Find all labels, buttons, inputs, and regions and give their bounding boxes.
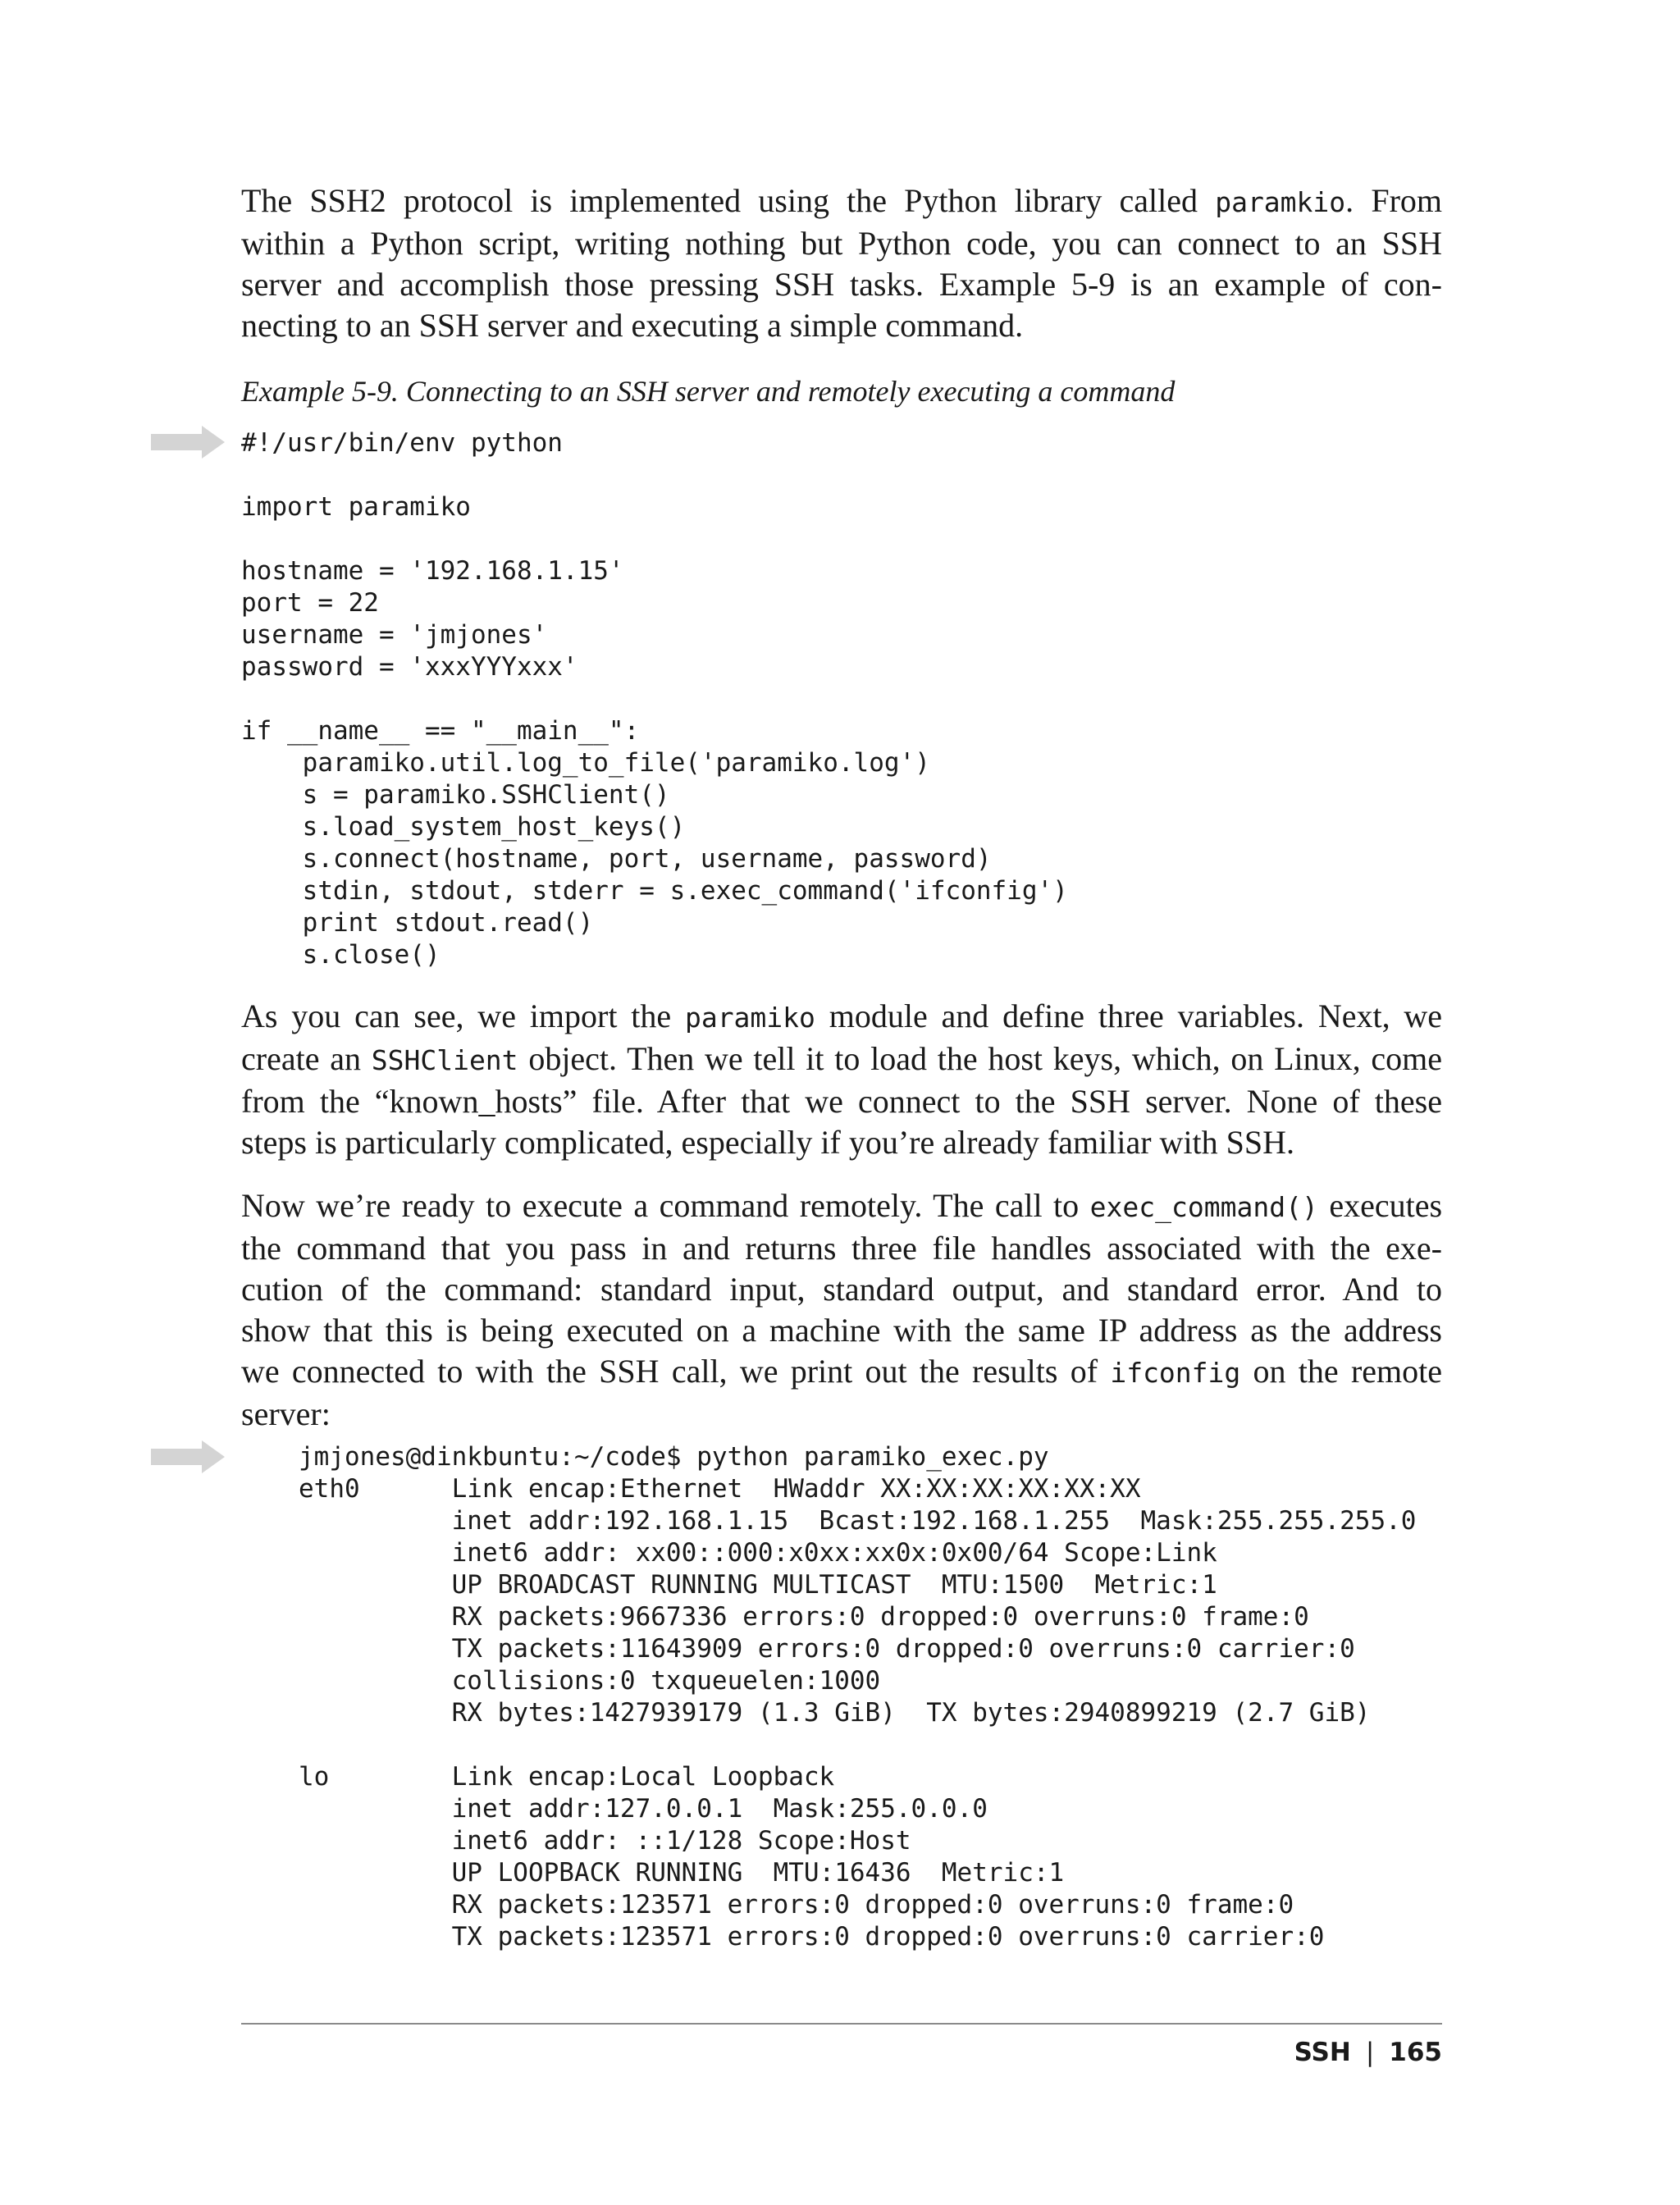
para3-line-6: server:	[241, 1395, 331, 1432]
code-line: hostname = '192.168.1.15'	[241, 556, 624, 586]
intro-paragraph	[241, 180, 1442, 346]
code-line: #!/usr/bin/env python	[241, 428, 563, 458]
intro-line-2: within a Python script, writing nothing but Python code, you can connect to an SSH	[241, 225, 1442, 262]
para3-line-2: the command that you pass in and returns three file handles associated with the exe-	[241, 1230, 1442, 1267]
output-line	[299, 1729, 1416, 1761]
output-line: eth0 Link encap:Ethernet HWaddr XX:XX:XX:XX:XX:XX	[299, 1474, 1141, 1504]
intro-line-1: The SSH2 protocol is implemented using the Python library called paramkio. From	[241, 182, 1443, 219]
output-line: UP BROADCAST RUNNING MULTICAST MTU:1500 Metric:1	[299, 1570, 1217, 1600]
inline-code-sshclient: SSHClient	[371, 1044, 518, 1076]
output-line: collisions:0 txqueuelen:1000	[299, 1666, 881, 1696]
para2-line-2: create an SSHClient object. Then we tell it to load the host keys, which, on Linux, come	[241, 1040, 1443, 1077]
output-line: jmjones@dinkbuntu:~/code$ python paramiko_exec.py	[299, 1442, 1049, 1472]
output-line: inet addr:192.168.1.15 Bcast:192.168.1.255 Mask:255.255.255.0	[299, 1506, 1417, 1536]
output-line: RX packets:123571 errors:0 dropped:0 overruns:0 frame:0	[299, 1890, 1294, 1920]
code-line: username = 'jmjones'	[241, 620, 548, 650]
output-line: UP LOOPBACK RUNNING MTU:16436 Metric:1	[299, 1858, 1065, 1888]
code-line: s.close()	[241, 940, 441, 970]
exec-command-paragraph	[241, 1185, 1442, 1435]
margin-arrow-icon	[151, 1440, 225, 1473]
intro-line-4: necting to an SSH server and executing a simple command.	[241, 307, 1024, 344]
output-line: TX packets:123571 errors:0 dropped:0 overruns:0 carrier:0	[299, 1922, 1325, 1952]
inline-code-exec-command: exec_command()	[1089, 1191, 1318, 1223]
code-line	[241, 683, 1068, 715]
output-line: inet6 addr: xx00::000:x0xx:xx0x:0x00/64 Scope:Link	[299, 1538, 1217, 1568]
code-line	[241, 459, 1068, 491]
example-caption: Example 5-9. Connecting to an SSH server and remotely executing a command	[241, 375, 1176, 408]
output-line: TX packets:11643909 errors:0 dropped:0 overruns:0 carrier:0	[299, 1634, 1355, 1664]
page-footer	[1294, 2036, 1442, 2069]
code-line: import paramiko	[241, 492, 471, 522]
example-code-listing	[241, 427, 1068, 971]
para2-line-3: from the “known_hosts” file. After that we connect to the SSH server. None of these	[241, 1083, 1442, 1120]
output-line: RX bytes:1427939179 (1.3 GiB) TX bytes:2940899219 (2.7 GiB)	[299, 1698, 1371, 1728]
para2-line-4: steps is particularly complicated, especially if you’re already familiar with SSH.	[241, 1124, 1295, 1161]
footer-separator: |	[1365, 2038, 1375, 2067]
para2-line-1: As you can see, we import the paramiko module and define three variables. Next, we	[241, 998, 1443, 1034]
output-line: inet addr:127.0.0.1 Mask:255.0.0.0	[299, 1794, 988, 1824]
output-line: lo Link encap:Local Loopback	[299, 1762, 835, 1792]
para3-line-1: Now we’re ready to execute a command remotely. The call to exec_command() executes	[241, 1187, 1443, 1224]
output-line: inet6 addr: ::1/128 Scope:Host	[299, 1826, 911, 1856]
code-line: port = 22	[241, 588, 379, 618]
code-line: s = paramiko.SSHClient()	[241, 780, 670, 810]
code-line: print stdout.read()	[241, 908, 594, 938]
code-line: paramiko.util.log_to_file('paramiko.log')	[241, 748, 930, 778]
running-footer-section: SSH	[1294, 2038, 1351, 2067]
inline-code-ifconfig: ifconfig	[1110, 1357, 1241, 1389]
output-line: RX packets:9667336 errors:0 dropped:0 overruns:0 frame:0	[299, 1602, 1309, 1632]
para3-line-5: we connected to with the SSH call, we print out the results of ifconfig on the remote	[241, 1353, 1442, 1390]
para3-line-4: show that this is being executed on a machine with the same IP address as the address	[241, 1312, 1442, 1349]
code-line: s.load_system_host_keys()	[241, 812, 686, 842]
code-line: s.connect(hostname, port, username, password)	[241, 844, 992, 874]
para3-line-3: cution of the command: standard input, standard output, and standard error. And to	[241, 1271, 1442, 1308]
intro-line-3: server and accomplish those pressing SSH tasks. Example 5-9 is an example of con-	[241, 266, 1442, 303]
code-line: password = 'xxxYYYxxx'	[241, 652, 578, 682]
page-number: 165	[1389, 2038, 1442, 2067]
ifconfig-output-listing	[299, 1441, 1416, 1953]
inline-code-paramiko: paramiko	[684, 1002, 815, 1034]
code-line	[241, 523, 1068, 555]
inline-code-paramkio: paramkio	[1215, 186, 1346, 218]
footer-rule	[241, 2023, 1442, 2025]
code-line: stdin, stdout, stderr = s.exec_command('ifconfig')	[241, 876, 1068, 906]
explanation-paragraph	[241, 996, 1442, 1163]
margin-arrow-icon	[151, 426, 225, 459]
code-line: if __name__ == "__main__":	[241, 716, 640, 746]
